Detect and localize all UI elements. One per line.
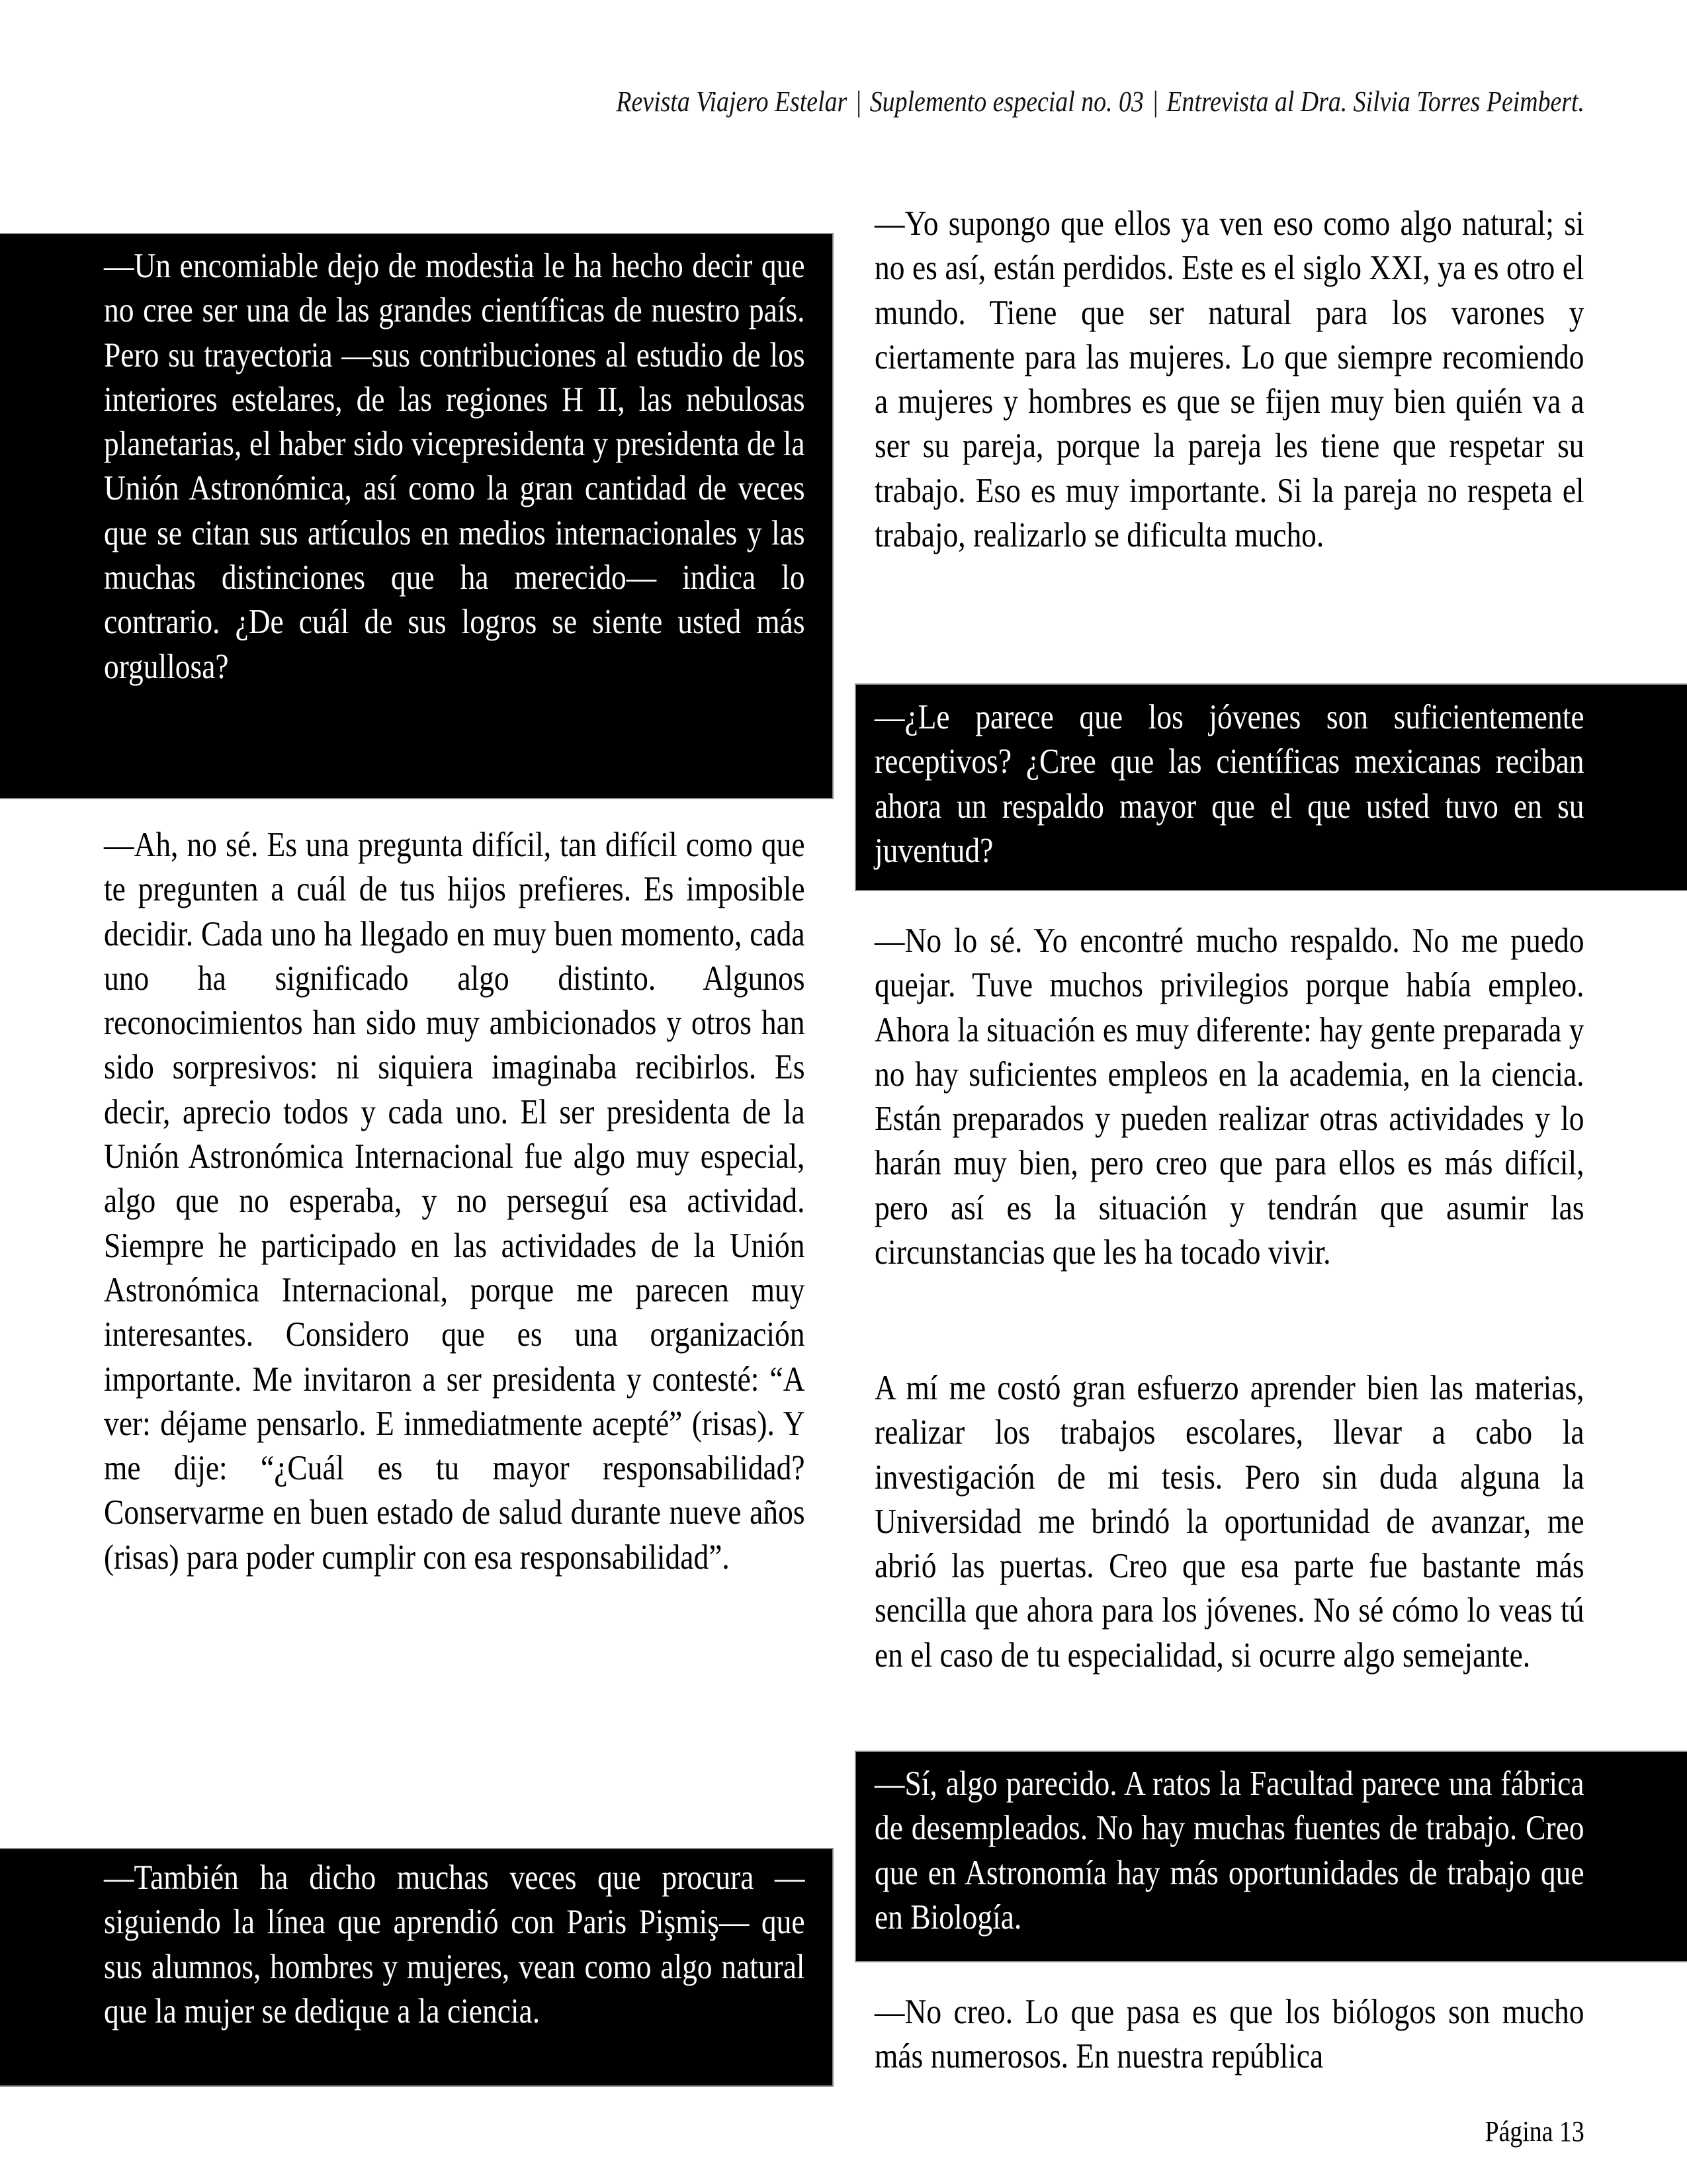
question-3-text: —¿Le parece que los jóvenes son suficientemente receptivos? ¿Cree que las científicas mexicanas reciban ahora un respaldo mayor que el que usted tuvo en su juventud? [875, 698, 1584, 870]
header-separator: | [1151, 85, 1159, 118]
page-number: Página 13 [1485, 2115, 1584, 2148]
answer-4 [875, 1990, 1584, 2079]
answer-2-text: —Yo supongo que ellos ya ven eso como algo natural; si no es así, están perdidos. Este es el siglo XXI, ya es otro el mundo. Tiene que ser natural para los varones y ciertamente para las mujeres. Lo que siempre recomiendo a mujeres y hombres es que se fijen muy bien quién va a ser su pareja, porque la pareja les tiene que respetar su trabajo. Eso es muy importante. Si la pareja no respeta el trabajo, realizarlo se dificulta mucho. [875, 204, 1584, 555]
supplement-label: Suplemento especial no. 03 [869, 85, 1144, 118]
question-2-text: —También ha dicho muchas veces que procura —siguiendo la línea que aprendió con Paris Pişmiş— que sus alumnos, hombres y mujeres, vean como algo natural que la mujer se dedique a la ciencia. [104, 1858, 805, 2031]
answer-1 [104, 823, 805, 1580]
answer-1-text: —Ah, no sé. Es una pregunta difícil, tan difícil como que te pregunten a cuál de tus hijos prefieres. Es imposible decidir. Cada uno ha llegado en muy buen momento, cada uno ha significado algo distinto. Algunos reconocimientos han sido muy ambicionados y otros han sido sorpresivos: ni siquiera imaginaba recibirlos. Es decir, aprecio todos y cada uno. El ser presidenta de la Unión Astronómica Internacional fue algo muy especial, algo que no esperaba, y no perseguí esa actividad. Siempre he participado en las actividades de la Unión Astronómica Internacional, porque me parecen muy interesantes. Considero que es una organización importante. Me invitaron a ser presidenta y contesté: “A ver: déjame pensarlo. E inmediatmente acepté” (risas). Y me dije: “¿Cuál es tu mayor responsabilidad? Conservarme en buen estado de salud durante nueve años (risas) para poder cumplir con esa responsabilidad”. [104, 826, 805, 1577]
answer-2 [875, 202, 1584, 558]
magazine-name: Revista Viajero Estelar [616, 85, 847, 118]
question-2 [104, 1856, 805, 2034]
question-4-text: —Sí, algo parecido. A ratos la Facultad parece una fábrica de desempleados. No hay muchas fuentes de trabajo. Creo que en Astronomía hay más oportunidades de trabajo que en Biología. [875, 1765, 1584, 1937]
question-3 [875, 695, 1584, 873]
header-separator: | [855, 85, 862, 118]
answer-3b-text: A mí me costó gran esfuerzo aprender bien las materias, realizar los trabajos escolares, llevar a cabo la investigación de mi tesis. Pero sin duda alguna la Universidad me brindó la oportunidad de avanzar, me abrió las puertas. Creo que esa parte fue bastante más sencilla que ahora para los jóvenes. No sé cómo lo veas tú en el caso de tu especialidad, si ocurre algo semejante. [875, 1369, 1584, 1675]
answer-3a-text: —No lo sé. Yo encontré mucho respaldo. No me puedo quejar. Tuve muchos privilegios porque había empleo. Ahora la situación es muy diferente: hay gente preparada y no hay suficientes empleos en la academia, en la ciencia. Están preparados y pueden realizar otras actividades y lo harán muy bien, pero creo que para ellos es más difícil, pero así es la situación y tendrán que asumir las circunstancias que les ha tocado vivir. [875, 922, 1584, 1272]
running-header [222, 85, 1584, 118]
answer-4-text: —No creo. Lo que pasa es que los biólogos son mucho más numerosos. En nuestra república [875, 1993, 1584, 2076]
question-4 [875, 1762, 1584, 1940]
answer-3a [875, 919, 1584, 1275]
question-1-text: —Un encomiable dejo de modestia le ha hecho decir que no cree ser una de las grandes científicas de nuestro país. Pero su trayectoria —sus contribuciones al estudio de los interiores estelares, de las regiones H II, las nebulosas planetarias, el haber sido vicepresidenta y presidenta de la Unión Astronómica, así como la gran cantidad de veces que se citan sus artículos en medios internacionales y las muchas distinciones que ha merecido— indica lo contrario. ¿De cuál de sus logros se siente usted más orgullosa? [104, 247, 805, 686]
interview-title: Entrevista al Dra. Silvia Torres Peimbert. [1166, 85, 1584, 118]
question-1 [104, 244, 805, 689]
answer-3b [875, 1366, 1584, 1678]
